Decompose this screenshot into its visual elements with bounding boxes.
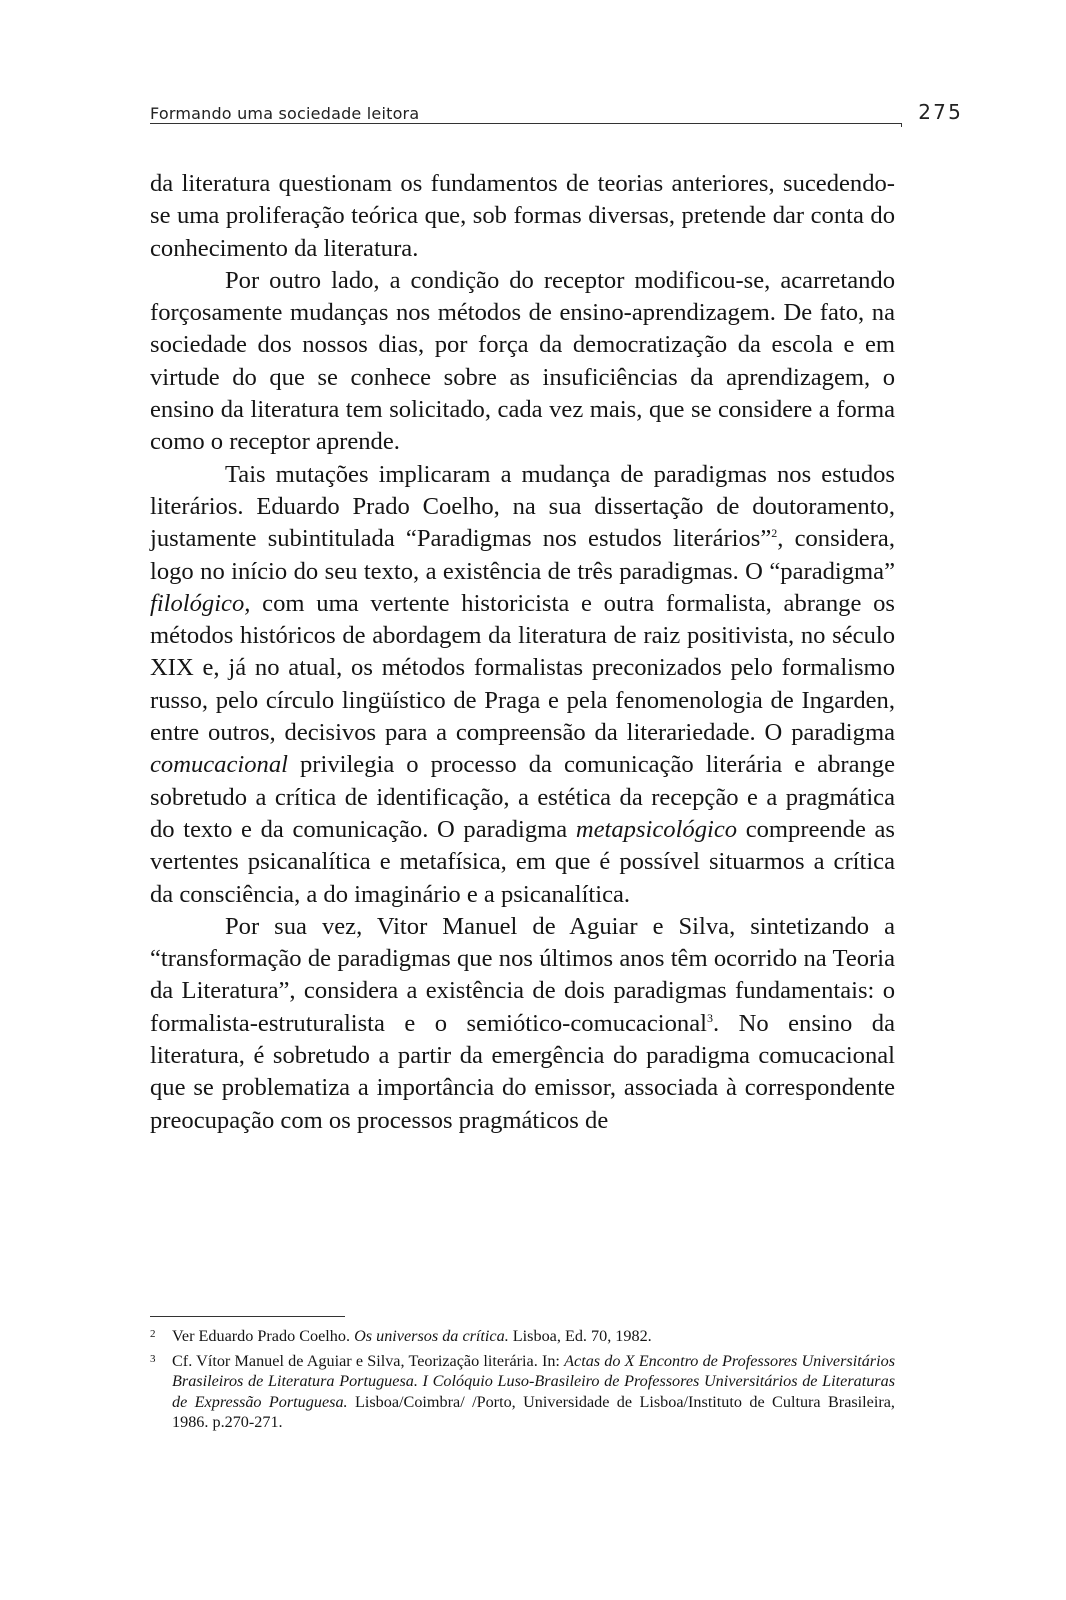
footnote-ref-3[interactable]: 3 [706,1010,713,1025]
footnote-separator [150,1316,345,1317]
footnote-title: Os universos da crítica. [354,1327,509,1345]
italic-term-comucacional: comucacional [150,751,288,779]
text-span: Tais mutações implicaram a mudança de paradigmas nos estudos literários. Eduardo Prado Coelho, na sua dissertação de doutoramento, justamente subintitulada “Paradigmas nos estudos literários” [150,460,895,553]
header-rule [150,123,902,124]
paragraph-2: Por outro lado, a condição do receptor modificou-se, acarretando forçosamente mudanças nos métodos de ensino-aprendizagem. De fato, na sociedade dos nossos dias, por força da democratização da escola e em virtude do que se conhece sobre as insuficiências da aprendizagem, o ensino da literatura tem solicitado, cada vez mais, que se considere a forma como o receptor aprende. [150,266,895,456]
page-number: 275 [918,100,963,124]
text-span: , considera, logo no início do seu texto, a existência de três paradigmas. O “paradigma” [150,525,895,585]
text-span: com uma vertente historicista e outra formalista, abrange os métodos históricos de abordagem da literatura de raiz positivista, no século XIX e, já no atual, os métodos formalistas preconizados pelo formalismo russo, pelo círculo lingüístico de Praga e pela fenomenologia de Ingarden, entre outros, decisivos para a compreensão da literariedade. O paradigma [150,589,895,747]
footnote-text: Cf. Vítor Manuel de Aguiar e Silva, Teorização literária. In: [172,1351,565,1370]
italic-term-metapsicologico: metapsicológico [575,815,738,843]
header-rule-tick [901,123,902,127]
running-header [150,98,963,128]
body-text [150,168,895,1137]
footnotes [150,1326,895,1437]
footnote-title: Actas do X Encontro de Professores Universitários Brasileiros de Literatura Portuguesa. I Colóquio Luso-Brasileiro de Professores Universitários de Literaturas de Expressão Portuguesa. [172,1351,895,1411]
text-span: privilegia o processo da comunicação literária e abrange sobretudo a crítica de identificação, a estética da recepção e a pragmática do texto e da comunicação. O paradigma [150,751,895,843]
running-title: Formando uma sociedade leitora [150,104,420,123]
footnote-ref-2[interactable]: 2 [771,526,778,541]
footnote-text: Lisboa, Ed. 70, 1982. [508,1327,652,1345]
text-span: . No ensino da literatura, é sobretudo a partir da emergência do paradigma comucacional que se problematiza a importância do emissor, associada à correspondente preocupação com os processos pragmáticos de [150,1009,896,1134]
paragraph-1: da literatura questionam os fundamentos de teorias anteriores, sucedendo-se uma proliferação teórica que, sob formas diversas, pretende dar conta do conhecimento da literatura. [150,170,895,262]
footnote-mark: 3 [150,1352,156,1365]
footnote-text: Ver Eduardo Prado Coelho. [172,1327,355,1345]
footnote-mark: 2 [150,1328,156,1340]
italic-term-filologico: filológico, [150,589,251,617]
paragraph-4 [150,911,895,1137]
footnote-2 [150,1326,895,1347]
footnote-3 [150,1351,895,1433]
text-span: Por sua vez, Vitor Manuel de Aguiar e Silva, sintetizando a “transformação de paradigmas que nos últimos anos têm ocorrido na Teoria da Literatura”, considera a existência de dois paradigmas fundamentais: o formalista-estruturalista e o semiótico-comucacional [150,912,895,1037]
text-span: compreende as vertentes psicanalítica e metafísica, em que é possível situarmos a crítica da consciência, a do imaginário e a psicanalítica. [150,815,895,908]
paragraph-3 [150,459,895,911]
footnote-text: Lisboa/Coimbra/ /Porto, Universidade de Lisboa/Instituto de Cultura Brasileira, 1986. p.270-271. [172,1392,895,1431]
